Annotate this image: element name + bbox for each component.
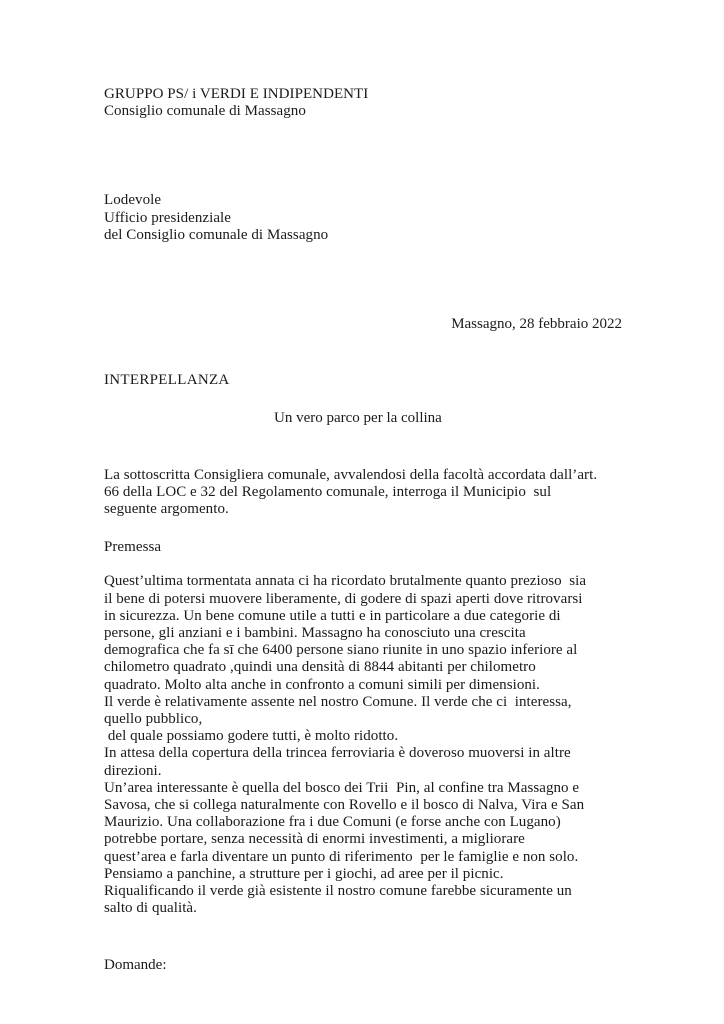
spacer-before-premessa [104,518,629,539]
premessa-line: Maurizio. Una collaborazione fra i due Comuni (e forse anche con Lugano) [104,814,561,831]
intro-line: seguente argomento. [104,501,229,518]
premessa-line: Quest’ultima tormentata annata ci ha ricordato brutalmente quanto prezioso sia [104,573,587,590]
premessa-line: il bene di potersi muovere liberamente, di godere di spazi aperti dove ritrovarsi [104,590,583,607]
letterhead-council: Consiglio comunale di Massagno [104,103,306,120]
document-subtitle: Un vero parco per la collina [274,410,442,427]
recipient-office: Ufficio presidenziale [104,209,231,226]
spacer-after-doctype [104,389,629,410]
questions-heading: Domande: [104,956,167,973]
document-body [104,86,629,974]
premessa-line: quest’area e farla diventare un punto di riferimento per le famiglie e non solo. [104,848,579,865]
premessa-line: Riqualificando il verde già esistente il nostro comune farebbe sicuramente un [104,883,572,900]
premessa-line: del quale possiamo godere tutti, è molto ridotto. [104,728,399,745]
spacer-after-recipient [104,244,629,316]
premessa-line: Savosa, che si collega naturalmente con Rovello e il bosco di Nalva, Vira e San [104,797,585,814]
premessa-line: potrebbe portare, senza necessità di enormi investimenti, a migliorare [104,831,525,848]
premessa-paragraph [104,573,629,917]
recipient-block [104,192,629,244]
spacer-after-subtitle [104,428,629,467]
premessa-line: salto di qualità. [104,900,197,917]
document-type-heading: INTERPELLANZA [104,372,230,389]
premessa-line: persone, gli anziani e i bambini. Massagno ha conosciuto una crescita [104,625,526,642]
premessa-line: chilometro quadrato ,quindi una densità di 8844 abitanti per chilometro [104,659,536,676]
premessa-line: in sicurezza. Un bene comune utile a tutti e in particolare a due categorie di [104,607,561,624]
letterhead-organization: GRUPPO PS/ i VERDI E INDIPENDENTI [104,86,369,102]
premessa-line: quello pubblico, [104,711,203,728]
intro-line: La sottoscritta Consigliera comunale, avvalendosi della facoltà accordata dall’art. [104,466,598,483]
intro-paragraph [104,467,629,519]
premessa-line: Pensiamo a panchine, a strutture per i giochi, ad aree per il picnic. [104,865,504,882]
dateline: Massagno, 28 febbraio 2022 [451,316,622,333]
premessa-heading: Premessa [104,539,162,556]
premessa-line: Il verde è relativamente assente nel nostro Comune. Il verde che ci interessa, [104,693,572,710]
premessa-line: Un’area interessante è quella del bosco dei Trii Pin, al confine tra Massagno e [104,779,580,796]
recipient-council: del Consiglio comunale di Massagno [104,226,329,243]
premessa-line: direzioni. [104,762,162,779]
intro-line: 66 della LOC e 32 del Regolamento comunale, interroga il Municipio sul [104,483,552,500]
premessa-line: In attesa della copertura della trincea ferroviaria è doveroso muoversi in altre [104,745,571,762]
premessa-line: quadrato. Molto alta anche in confronto a comuni simili per dimensioni. [104,676,540,693]
letterhead [104,86,629,120]
recipient-salutation: Lodevole [104,192,162,209]
spacer-after-premessa-heading [104,556,629,573]
premessa-line: demografica che fa sī che 6400 persone siano riunite in uno spazio inferiore al [104,642,578,659]
spacer-after-letterhead [104,120,629,192]
spacer-before-domande [104,918,629,957]
spacer-after-dateline [104,333,629,372]
